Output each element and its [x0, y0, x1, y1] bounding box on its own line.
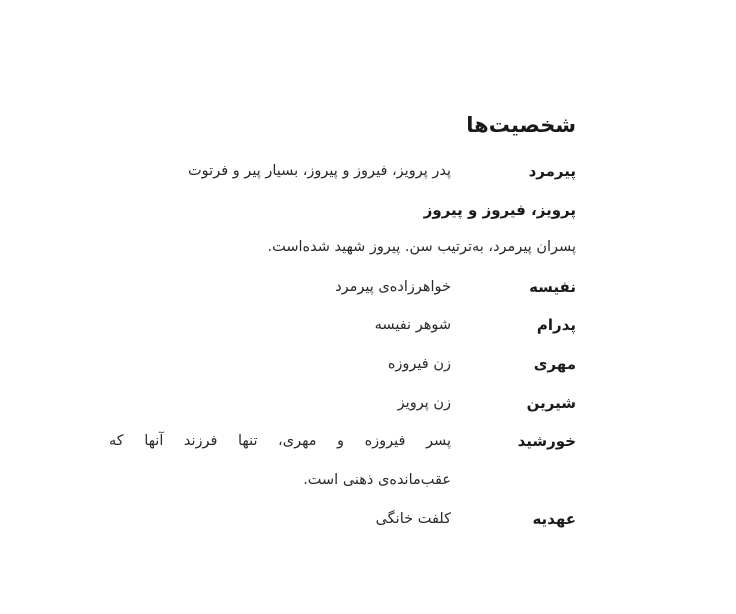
- character-description-8: کلفت خانگی: [375, 511, 451, 527]
- character-name-8: عهدیه: [532, 510, 576, 528]
- character-name-1: پیرمرد: [528, 162, 576, 180]
- character-name-5: مهری: [533, 355, 576, 373]
- character-name-3: نفیسه: [529, 278, 576, 296]
- character-name-2: پرویز، فیروز و پیروز: [423, 201, 576, 219]
- character-description-5: زن فیروزه: [387, 356, 451, 372]
- character-description-4: شوهر نفیسه: [374, 317, 451, 333]
- character-description-7-line-1: پسر فیروزه و مهری، تنها فرزند آنها که: [109, 433, 451, 449]
- character-name-6: شیرین: [526, 394, 576, 412]
- character-name-4: پدرام: [536, 316, 576, 334]
- section-title: شخصیت‌ها: [466, 113, 576, 137]
- character-description-6: زن پرویز: [397, 395, 451, 411]
- character-description-7-line-2: عقب‌مانده‌ی ذهنی است.: [303, 472, 451, 488]
- character-description-2: پسران پیرمرد، به‌ترتیب سن. پیروز شهید شده‌است.: [267, 239, 576, 255]
- character-description-3: خواهرزاده‌ی پیرمرد: [335, 279, 451, 295]
- character-description-1: پدر پرویز، فیروز و پیروز، بسیار پیر و فرتوت: [188, 163, 451, 179]
- character-name-7: خورشید: [517, 432, 576, 450]
